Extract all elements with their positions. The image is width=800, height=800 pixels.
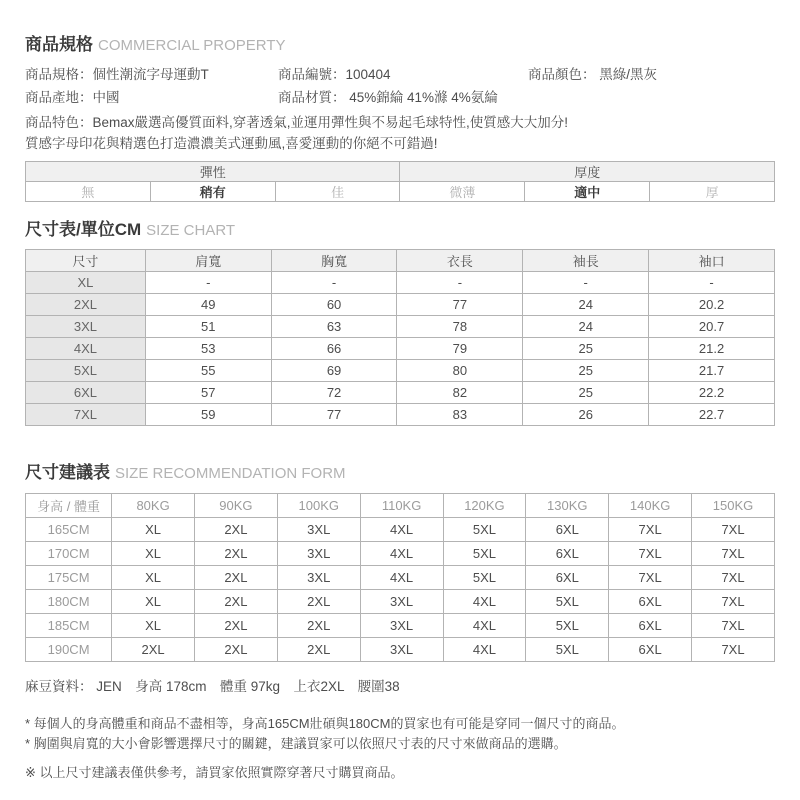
elasticity-option-good: 佳 <box>275 182 400 202</box>
data-cell: 63 <box>271 316 397 338</box>
table-row <box>26 360 775 382</box>
data-cell: 22.7 <box>649 404 775 426</box>
table-row <box>26 590 775 614</box>
footnote-3: ※ 以上尺寸建議表僅供參考，請買家依照實際穿著尺寸購買商品。 <box>25 765 404 780</box>
data-cell: 6XL <box>609 590 692 614</box>
data-cell: 53 <box>145 338 271 360</box>
data-cell: 3XL <box>360 590 443 614</box>
data-cell: 5XL <box>443 542 526 566</box>
spec-row-1 <box>25 63 775 86</box>
data-cell: 3XL <box>277 518 360 542</box>
elasticity-option-slight: 稍有 <box>150 182 275 202</box>
row-header-cell: 170CM <box>26 542 112 566</box>
table-row <box>26 566 775 590</box>
spec-product-name: 商品規格：個性潮流字母運動T <box>25 67 209 82</box>
data-cell: 6XL <box>526 518 609 542</box>
row-header-cell: 165CM <box>26 518 112 542</box>
column-header: 100KG <box>277 494 360 518</box>
column-header: 尺寸 <box>26 250 146 272</box>
column-header: 120KG <box>443 494 526 518</box>
data-cell: 4XL <box>360 566 443 590</box>
data-cell: 7XL <box>609 566 692 590</box>
data-cell: 2XL <box>194 566 277 590</box>
table-row <box>26 272 775 294</box>
row-header-cell: 7XL <box>26 404 146 426</box>
data-cell: 21.7 <box>649 360 775 382</box>
footnote-2: * 胸圍與肩寬的大小會影響選擇尺寸的關鍵，建議買家可以依照尺寸表的尺寸來做商品的選購。 <box>25 736 567 751</box>
row-header-cell: 190CM <box>26 638 112 662</box>
data-cell: 6XL <box>526 542 609 566</box>
size-chart-heading-en: SIZE CHART <box>146 222 236 239</box>
commercial-property-heading-zh: 商品規格 <box>25 35 93 54</box>
spec-row-2-spacer <box>528 86 775 109</box>
data-cell: 5XL <box>526 614 609 638</box>
table-row <box>26 382 775 404</box>
data-cell: 2XL <box>194 614 277 638</box>
data-cell: 6XL <box>609 638 692 662</box>
row-header-cell: 4XL <box>26 338 146 360</box>
data-cell: 7XL <box>692 614 775 638</box>
data-cell: 22.2 <box>649 382 775 404</box>
spec-product-color: 商品顏色： 黑綠/黑灰 <box>528 67 658 82</box>
table-row <box>26 638 775 662</box>
data-cell: 2XL <box>277 638 360 662</box>
row-header-cell: 5XL <box>26 360 146 382</box>
spec-product-origin: 商品產地：中國 <box>25 90 120 105</box>
column-header: 袖口 <box>649 250 775 272</box>
data-cell: 83 <box>397 404 523 426</box>
elasticity-group-header: 彈性 <box>26 162 400 182</box>
column-header: 80KG <box>112 494 195 518</box>
size-recommendation-body <box>26 518 775 662</box>
spec-block <box>25 63 775 109</box>
attribute-options-row <box>26 182 775 202</box>
size-chart-heading-zh: 尺寸表/單位CM <box>25 220 142 239</box>
data-cell: 57 <box>145 382 271 404</box>
column-header: 衣長 <box>397 250 523 272</box>
data-cell: 51 <box>145 316 271 338</box>
data-cell: 7XL <box>609 542 692 566</box>
elasticity-thickness-table <box>25 161 775 202</box>
data-cell: 77 <box>397 294 523 316</box>
data-cell: 59 <box>145 404 271 426</box>
data-cell: XL <box>112 566 195 590</box>
data-cell: 5XL <box>526 638 609 662</box>
size-chart-header-row <box>26 250 775 272</box>
data-cell: 3XL <box>277 566 360 590</box>
data-cell: 2XL <box>194 542 277 566</box>
spec-product-code: 商品編號：100404 <box>278 67 391 82</box>
data-cell: 4XL <box>443 614 526 638</box>
data-cell: 72 <box>271 382 397 404</box>
thickness-option-thin: 微薄 <box>400 182 525 202</box>
thickness-option-thick: 厚 <box>650 182 775 202</box>
data-cell: 2XL <box>277 614 360 638</box>
data-cell: 2XL <box>112 638 195 662</box>
data-cell: 25 <box>523 338 649 360</box>
product-feature-line-2: 質感字母印花與精選色打造濃濃美式運動風,喜愛運動的你絕不可錯過! <box>25 136 438 151</box>
data-cell: 5XL <box>443 518 526 542</box>
data-cell: 7XL <box>692 590 775 614</box>
size-recommendation-table <box>25 493 775 662</box>
size-recommendation-heading-en: SIZE RECOMMENDATION FORM <box>115 465 346 482</box>
column-header: 140KG <box>609 494 692 518</box>
table-row <box>26 542 775 566</box>
data-cell: 55 <box>145 360 271 382</box>
data-cell: 78 <box>397 316 523 338</box>
size-chart-table <box>25 249 775 426</box>
size-recommendation-heading-zh: 尺寸建議表 <box>25 463 110 482</box>
table-row <box>26 404 775 426</box>
data-cell: 77 <box>271 404 397 426</box>
data-cell: 25 <box>523 382 649 404</box>
data-cell: 7XL <box>692 518 775 542</box>
thickness-option-medium: 適中 <box>525 182 650 202</box>
table-row <box>26 518 775 542</box>
table-row <box>26 294 775 316</box>
row-header-cell: 2XL <box>26 294 146 316</box>
data-cell: 2XL <box>194 638 277 662</box>
data-cell: 2XL <box>194 590 277 614</box>
row-header-cell: XL <box>26 272 146 294</box>
table-row <box>26 316 775 338</box>
table-row <box>26 338 775 360</box>
data-cell: - <box>145 272 271 294</box>
data-cell: - <box>271 272 397 294</box>
column-header: 袖長 <box>523 250 649 272</box>
feature-block <box>25 112 775 154</box>
column-header: 肩寬 <box>145 250 271 272</box>
data-cell: 69 <box>271 360 397 382</box>
column-header: 身高 / 體重 <box>26 494 112 518</box>
data-cell: 4XL <box>443 638 526 662</box>
thickness-group-header: 厚度 <box>400 162 775 182</box>
column-header: 110KG <box>360 494 443 518</box>
data-cell: XL <box>112 590 195 614</box>
data-cell: 60 <box>271 294 397 316</box>
elasticity-option-none: 無 <box>26 182 151 202</box>
footnote-1: * 每個人的身高體重和商品不盡相等，身高165CM壯碩與180CM的買家也有可能是穿同一個尺寸的商品。 <box>25 716 625 731</box>
data-cell: 4XL <box>360 542 443 566</box>
data-cell: 6XL <box>609 614 692 638</box>
data-cell: 3XL <box>360 638 443 662</box>
data-cell: 24 <box>523 294 649 316</box>
data-cell: 5XL <box>443 566 526 590</box>
data-cell: 20.2 <box>649 294 775 316</box>
data-cell: 7XL <box>609 518 692 542</box>
data-cell: 25 <box>523 360 649 382</box>
spec-row-2 <box>25 86 775 109</box>
data-cell: XL <box>112 518 195 542</box>
data-cell: 7XL <box>692 638 775 662</box>
product-feature-line-1: 商品特色：Bemax嚴選高優質面料,穿著透氣,並運用彈性與不易起毛球特性,使質感大大加分! <box>25 115 569 130</box>
table-row <box>26 614 775 638</box>
data-cell: 4XL <box>443 590 526 614</box>
row-header-cell: 180CM <box>26 590 112 614</box>
size-chart-body <box>26 272 775 426</box>
data-cell: 3XL <box>277 542 360 566</box>
column-header: 130KG <box>526 494 609 518</box>
data-cell: 24 <box>523 316 649 338</box>
data-cell: 20.7 <box>649 316 775 338</box>
data-cell: 3XL <box>360 614 443 638</box>
data-cell: 7XL <box>692 566 775 590</box>
data-cell: 2XL <box>194 518 277 542</box>
data-cell: 82 <box>397 382 523 404</box>
data-cell: 49 <box>145 294 271 316</box>
column-header: 150KG <box>692 494 775 518</box>
data-cell: 5XL <box>526 590 609 614</box>
data-cell: 26 <box>523 404 649 426</box>
data-cell: XL <box>112 614 195 638</box>
section-heading-size-recommendation <box>25 462 775 485</box>
attribute-header-row <box>26 162 775 182</box>
data-cell: 2XL <box>277 590 360 614</box>
data-cell: 21.2 <box>649 338 775 360</box>
spec-product-material: 商品材質： 45%錦綸 41%滌 4%氨綸 <box>278 90 498 105</box>
data-cell: XL <box>112 542 195 566</box>
row-header-cell: 175CM <box>26 566 112 590</box>
data-cell: 6XL <box>526 566 609 590</box>
data-cell: 7XL <box>692 542 775 566</box>
data-cell: 80 <box>397 360 523 382</box>
data-cell: 66 <box>271 338 397 360</box>
data-cell: 79 <box>397 338 523 360</box>
size-recommendation-header-row <box>26 494 775 518</box>
commercial-property-heading-en: COMMERCIAL PROPERTY <box>98 37 286 54</box>
data-cell: - <box>649 272 775 294</box>
data-cell: - <box>397 272 523 294</box>
column-header: 胸寬 <box>271 250 397 272</box>
column-header: 90KG <box>194 494 277 518</box>
row-header-cell: 3XL <box>26 316 146 338</box>
footnotes-block <box>25 714 775 783</box>
row-header-cell: 185CM <box>26 614 112 638</box>
model-info-line: 麻豆資料： JEN 身高 178cm 體重 97kg 上衣2XL 腰圍38 <box>25 679 400 694</box>
section-heading-size-chart <box>25 219 775 242</box>
section-heading-commercial-property <box>25 34 775 57</box>
data-cell: 4XL <box>360 518 443 542</box>
row-header-cell: 6XL <box>26 382 146 404</box>
data-cell: - <box>523 272 649 294</box>
